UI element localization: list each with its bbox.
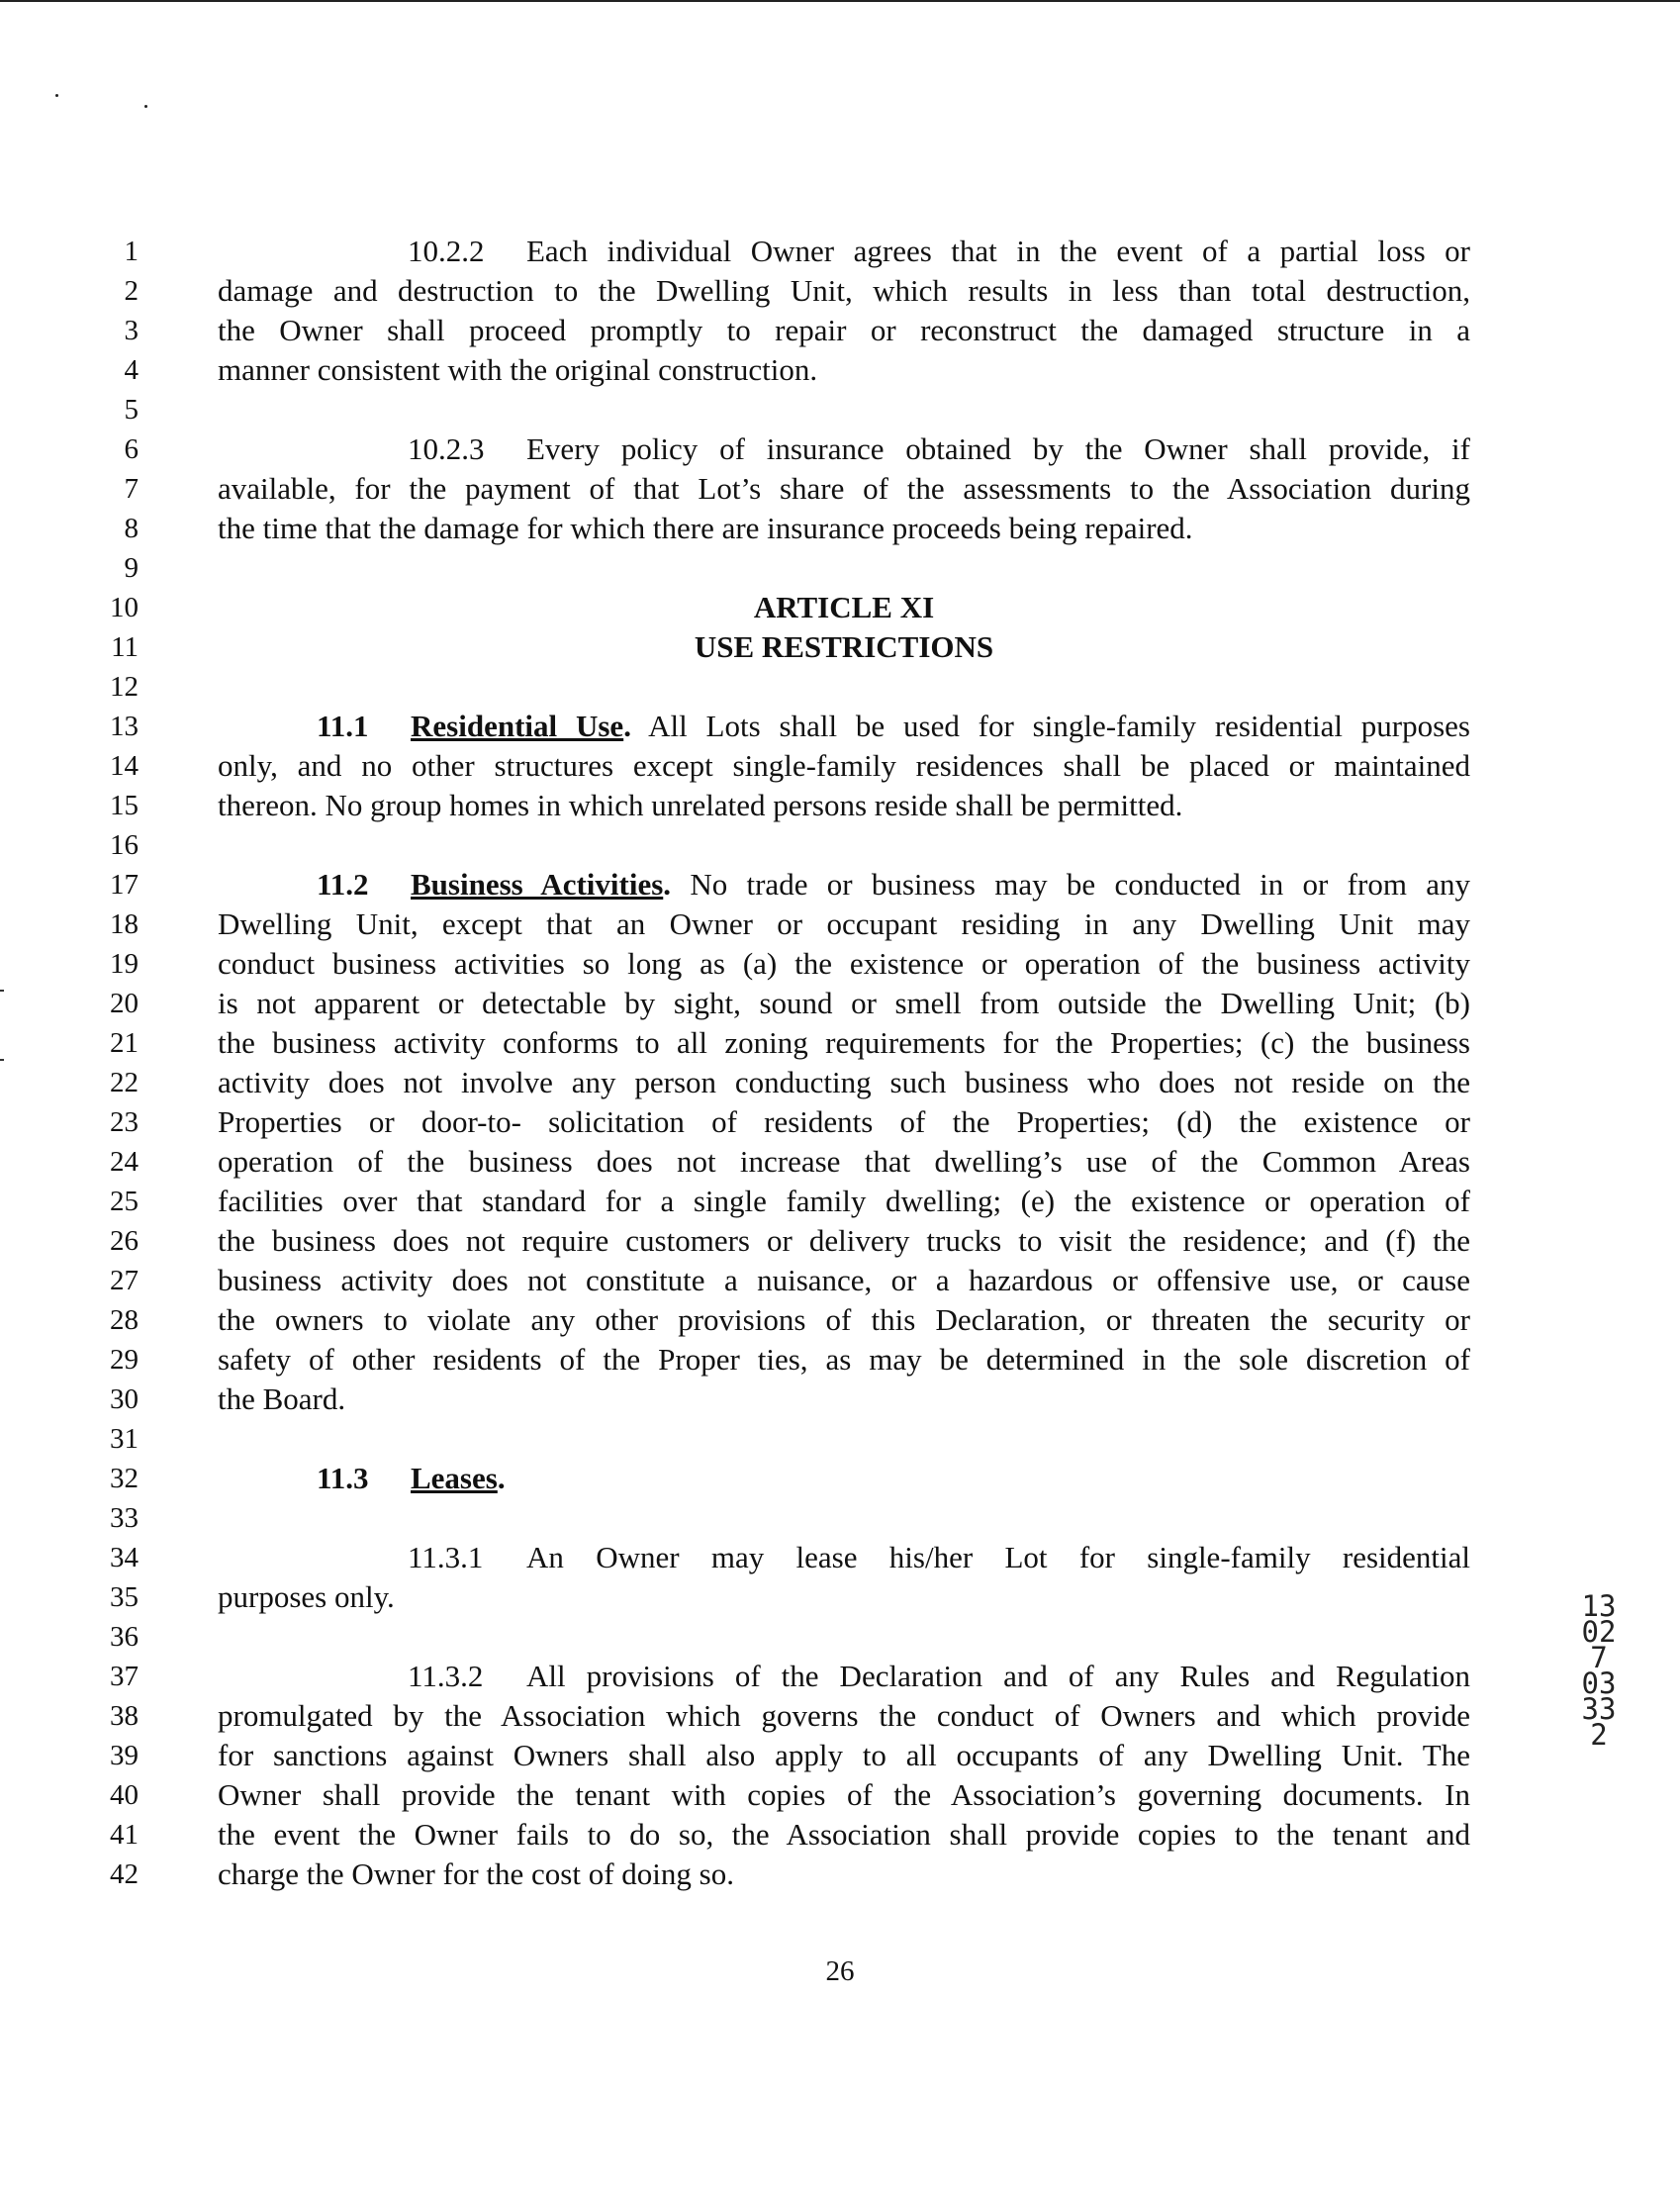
paragraph-line: the business does not require customers or delivery trucks to visit the residence; and (f) the xyxy=(218,1223,1470,1258)
line-number: 9 xyxy=(124,552,139,584)
line-number: 13 xyxy=(110,711,139,742)
line-number: 35 xyxy=(110,1581,139,1613)
line-number: 19 xyxy=(110,948,139,980)
line-number: 40 xyxy=(110,1779,139,1811)
line-number: 26 xyxy=(110,1225,139,1257)
line-number: 1 xyxy=(124,236,139,267)
line-number: 21 xyxy=(110,1027,139,1059)
line-number: 27 xyxy=(110,1265,139,1296)
paragraph-line: thereon. No group homes in which unrelated persons reside shall be permitted. xyxy=(218,788,1183,822)
line-number: 39 xyxy=(110,1740,139,1771)
line-number: 15 xyxy=(110,790,139,821)
paragraph-line: Dwelling Unit, except that an Owner or occupant residing in any Dwelling Unit may xyxy=(218,906,1470,941)
line-number: 41 xyxy=(110,1819,139,1851)
line-number: 2 xyxy=(124,275,139,307)
subsection-number: 11.3.1 xyxy=(408,1540,484,1574)
paragraph-line: activity does not involve any person conducting such business who does not reside on the xyxy=(218,1065,1470,1099)
line-number: 38 xyxy=(110,1700,139,1732)
line-text: All Lots shall be used for single-family residential purposes xyxy=(648,709,1471,743)
article-title: ARTICLE XI xyxy=(753,590,935,624)
paragraph-line: Properties or door-to- solicitation of residents of the Properties; (d) the existence or xyxy=(218,1104,1470,1139)
line-number: 5 xyxy=(124,394,139,426)
paragraph-line: damage and destruction to the Dwelling Unit, which results in less than total destruction, xyxy=(218,273,1470,308)
paragraph-line: 11.3 Leases. xyxy=(218,1459,1470,1498)
paragraph-line: charge the Owner for the cost of doing so. xyxy=(218,1856,734,1891)
paragraph-line: 11.1 Residential Use. All Lots shall be used for single-family residential purposes xyxy=(218,707,1470,746)
line-number: 36 xyxy=(110,1621,139,1653)
page-number: 26 xyxy=(825,1955,855,1987)
paragraph-line: the Owner shall proceed promptly to repair or reconstruct the damaged structure in a xyxy=(218,313,1470,347)
subsection-number: 11.3.2 xyxy=(408,1659,484,1693)
line-number: 6 xyxy=(124,433,139,465)
line-number: 14 xyxy=(110,750,139,782)
line-text: All provisions of the Declaration and of any Rules and Regulation xyxy=(526,1659,1470,1693)
section-heading: Business Activities xyxy=(411,867,664,902)
paragraph-line: the event the Owner fails to do so, the Association shall provide copies to the tenant and xyxy=(218,1817,1470,1852)
line-text: An Owner may lease his/her Lot for single-family residential xyxy=(526,1540,1470,1574)
line-number: 37 xyxy=(110,1661,139,1692)
paragraph-line xyxy=(218,232,1470,271)
paragraph-line: the owners to violate any other provisions of this Declaration, or threaten the security or xyxy=(218,1302,1470,1337)
line-number: 7 xyxy=(124,473,139,505)
section-number: 11.1 xyxy=(317,709,369,743)
paragraph-line xyxy=(218,429,1470,469)
section-heading: Residential Use xyxy=(411,709,624,743)
line-number: 29 xyxy=(110,1344,139,1376)
line-number: 31 xyxy=(110,1423,139,1455)
paragraph-line xyxy=(218,1538,1470,1577)
section-number: 11.3 xyxy=(317,1461,369,1495)
line-text: Each individual Owner agrees that in the event of a partial loss or xyxy=(526,234,1470,268)
line-number: 12 xyxy=(110,671,139,703)
line-number: 22 xyxy=(110,1067,139,1098)
line-number: 16 xyxy=(110,829,139,861)
line-number: 32 xyxy=(110,1463,139,1494)
paragraph-line: operation of the business does not increase that dwelling’s use of the Common Areas xyxy=(218,1144,1470,1179)
paragraph-line xyxy=(218,1657,1470,1696)
line-text: Every policy of insurance obtained by the Owner shall provide, if xyxy=(526,431,1470,466)
paragraph-line: conduct business activities so long as (a) the existence or operation of the business activity xyxy=(218,946,1470,981)
scan-speck xyxy=(55,94,58,97)
section-number: 11.2 xyxy=(317,867,369,902)
paragraph-line: business activity does not constitute a nuisance, or a hazardous or offensive use, or cause xyxy=(218,1263,1470,1297)
paragraph-line: manner consistent with the original construction. xyxy=(218,352,818,387)
line-number: 30 xyxy=(110,1383,139,1415)
paragraph-line: facilities over that standard for a single family dwelling; (e) the existence or operation of xyxy=(218,1184,1470,1218)
line-number: 8 xyxy=(124,513,139,544)
paragraph-line: safety of other residents of the Proper ties, as may be determined in the sole discretion of xyxy=(218,1342,1470,1377)
line-text: No trade or business may be conducted in or from any xyxy=(690,867,1470,902)
line-number: 42 xyxy=(110,1858,139,1890)
paragraph-line: the Board. xyxy=(218,1381,346,1416)
line-number: 33 xyxy=(110,1502,139,1534)
paragraph-line: Owner shall provide the tenant with copies of the Association’s governing documents. In xyxy=(218,1777,1470,1812)
line-number: 11 xyxy=(111,631,139,663)
line-number: 34 xyxy=(110,1542,139,1573)
paragraph-line: 11.2 Business Activities. No trade or business may be conducted in or from any xyxy=(218,865,1470,904)
paragraph-line: is not apparent or detectable by sight, sound or smell from outside the Dwelling Unit; (b) xyxy=(218,986,1470,1020)
paragraph-line: purposes only. xyxy=(218,1579,395,1614)
line-number: 24 xyxy=(110,1146,139,1178)
scan-top-border xyxy=(0,0,1680,2)
paragraph-line: for sanctions against Owners shall also apply to all occupants of any Dwelling Unit. The xyxy=(218,1738,1470,1772)
paragraph-line: the time that the damage for which there are insurance proceeds being repaired. xyxy=(218,511,1193,545)
line-number: 18 xyxy=(110,908,139,940)
subsection-number: 10.2.2 xyxy=(408,234,485,268)
recording-stamp: 13027 03332 xyxy=(1581,1589,1617,1752)
paragraph-line: only, and no other structures except single-family residences shall be placed or maintained xyxy=(218,748,1470,783)
line-number: 4 xyxy=(124,354,139,386)
scan-edge-mark xyxy=(0,1059,4,1061)
scan-edge-mark xyxy=(0,990,4,992)
line-number: 25 xyxy=(110,1186,139,1217)
paragraph-line: available, for the payment of that Lot’s share of the assessments to the Association during xyxy=(218,471,1470,506)
line-number: 20 xyxy=(110,988,139,1019)
article-subtitle: USE RESTRICTIONS xyxy=(694,629,994,664)
line-number: 10 xyxy=(110,592,139,623)
line-number: 23 xyxy=(110,1106,139,1138)
section-heading: Leases xyxy=(411,1461,498,1495)
scan-speck xyxy=(144,105,147,108)
line-number: 28 xyxy=(110,1304,139,1336)
line-number: 3 xyxy=(124,315,139,346)
paragraph-line: promulgated by the Association which governs the conduct of Owners and which provide xyxy=(218,1698,1470,1733)
line-number: 17 xyxy=(110,869,139,901)
subsection-number: 10.2.3 xyxy=(408,431,485,466)
paragraph-line: the business activity conforms to all zoning requirements for the Properties; (c) the business xyxy=(218,1025,1470,1060)
